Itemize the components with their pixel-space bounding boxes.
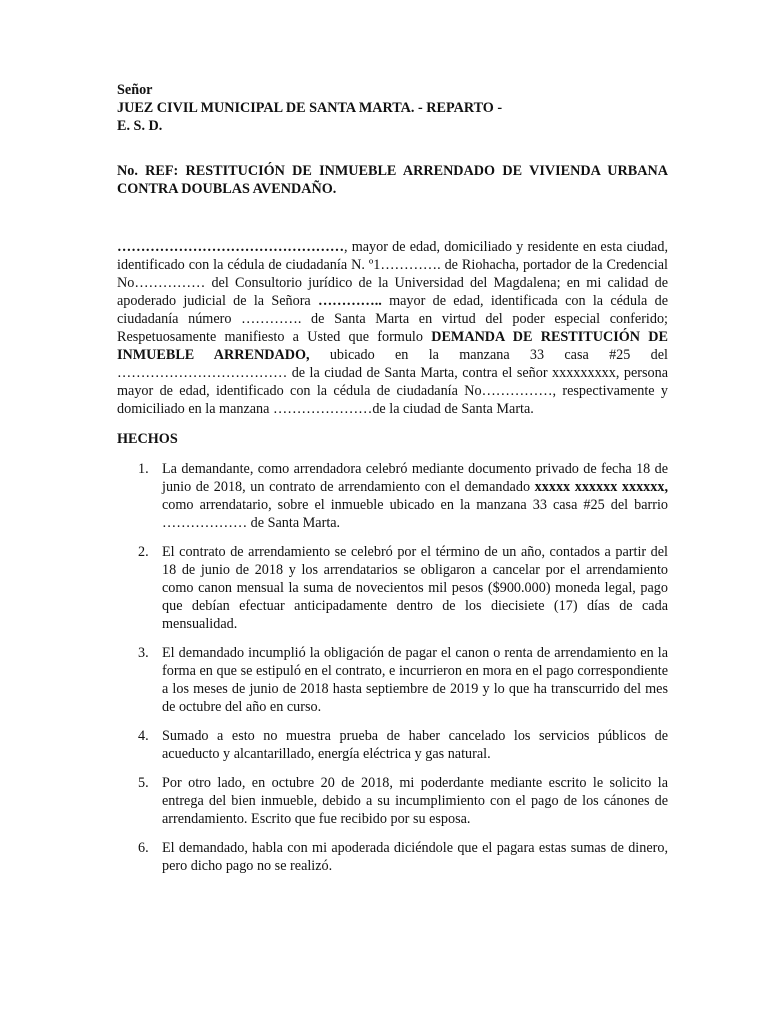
- claim-title: DEMANDA DE RESTITUCIÓN DE INMUEBLE ARRENDADO,: [117, 329, 668, 363]
- addressee: JUEZ CIVIL MUNICIPAL DE SANTA MARTA. - REPARTO -: [117, 100, 503, 116]
- fact-number: 6.: [138, 840, 149, 856]
- fact-item: [117, 543, 668, 633]
- fact-text: El contrato de arrendamiento se celebró por el término de un año, contados a partir del 18 de junio de 2018 y los arrendatarios se obligaron a cancelar por el arrendamiento como canon mensual la suma de novecientos mil pesos ($900.000) moneda legal, pago que debían efectuar anticipadamente dentro de los diecisiete (17) días de cada mensualidad.: [162, 544, 668, 632]
- blank-name: …………………………………………: [117, 239, 344, 255]
- intro-text-3: ubicado en la manzana 33 casa #25 del ……………………………… de la ciudad de Santa Marta, contra el señor xxxxxxxxx, persona mayor de edad, identificado con la cédula de ciudadanía No……………, respectivamente y domiciliado en la manzana …………………de la ciudad de Santa Marta.: [117, 347, 668, 417]
- fact-item: [117, 774, 668, 828]
- fact-text: Por otro lado, en octubre 20 de 2018, mi poderdante mediante escrito le solicito la entrega del bien inmueble, debido a su incumplimiento con el pago de los cánones de arrendamiento. Escrito que fue recibido por su esposa.: [162, 775, 668, 827]
- fact-number: 5.: [138, 775, 149, 791]
- intro-text-2: mayor de edad, identificada con la cédula de ciudadanía número …………. de Santa Marta en virtud del poder especial conferido; Respetuosamente manifiesto a Usted que formulo: [117, 293, 668, 345]
- salutation: Señor: [117, 82, 153, 98]
- intro-text-1: , mayor de edad, domiciliado y residente en esta ciudad, identificado con la cédula de ciudadanía N. º1…………. de Riohacha, portador de la Credencial No…………… del Consultorio jurídico de la Universidad del Magdalena; en mi calidad de apoderado judicial de la Señora: [117, 239, 668, 309]
- fact-item: [117, 644, 668, 716]
- fact-item: [117, 839, 668, 875]
- intro-paragraph: [117, 238, 668, 418]
- fact-number: 4.: [138, 728, 149, 744]
- document-body: [117, 81, 668, 886]
- fact-text: Sumado a esto no muestra prueba de haber cancelado los servicios públicos de acueducto y alcantarillado, energía eléctrica y gas natural.: [162, 728, 668, 762]
- addressee-block: [117, 81, 668, 135]
- reference-line: No. REF: RESTITUCIÓN DE INMUEBLE ARRENDADO DE VIVIENDA URBANA CONTRA DOUBLAS AVENDAÑO.: [117, 163, 668, 197]
- defendant-name: xxxxx xxxxxx xxxxxx,: [534, 479, 669, 495]
- fact-item: [117, 460, 668, 532]
- hechos-heading: HECHOS: [117, 431, 178, 447]
- fact-text: El demandado, habla con mi apoderada diciéndole que el pagara estas sumas de dinero, pero dicho pago no se realizó.: [162, 840, 668, 874]
- fact-item: [117, 727, 668, 763]
- blank-client: …………..: [317, 293, 382, 309]
- fact-text: La demandante, como arrendadora celebró mediante documento privado de fecha 18 de junio de 2018, un contrato de arrendamiento con el demandado: [162, 461, 668, 495]
- facts-list: [117, 460, 668, 875]
- fact-number: 1.: [138, 461, 149, 477]
- fact-number: 3.: [138, 645, 149, 661]
- fact-number: 2.: [138, 544, 149, 560]
- fact-text: El demandado incumplió la obligación de pagar el canon o renta de arrendamiento en la forma en que se estipuló en el contrato, e incurrieron en mora en el pago correspondiente a los meses de junio de 2018 hasta septiembre de 2019 y lo que ha transcurrido del mes de octubre del año en curso.: [162, 645, 668, 715]
- esd-line: E. S. D.: [117, 118, 163, 134]
- fact-text-after: como arrendatario, sobre el inmueble ubicado en la manzana 33 casa #25 del barrio ……………… de Santa Marta.: [162, 497, 668, 531]
